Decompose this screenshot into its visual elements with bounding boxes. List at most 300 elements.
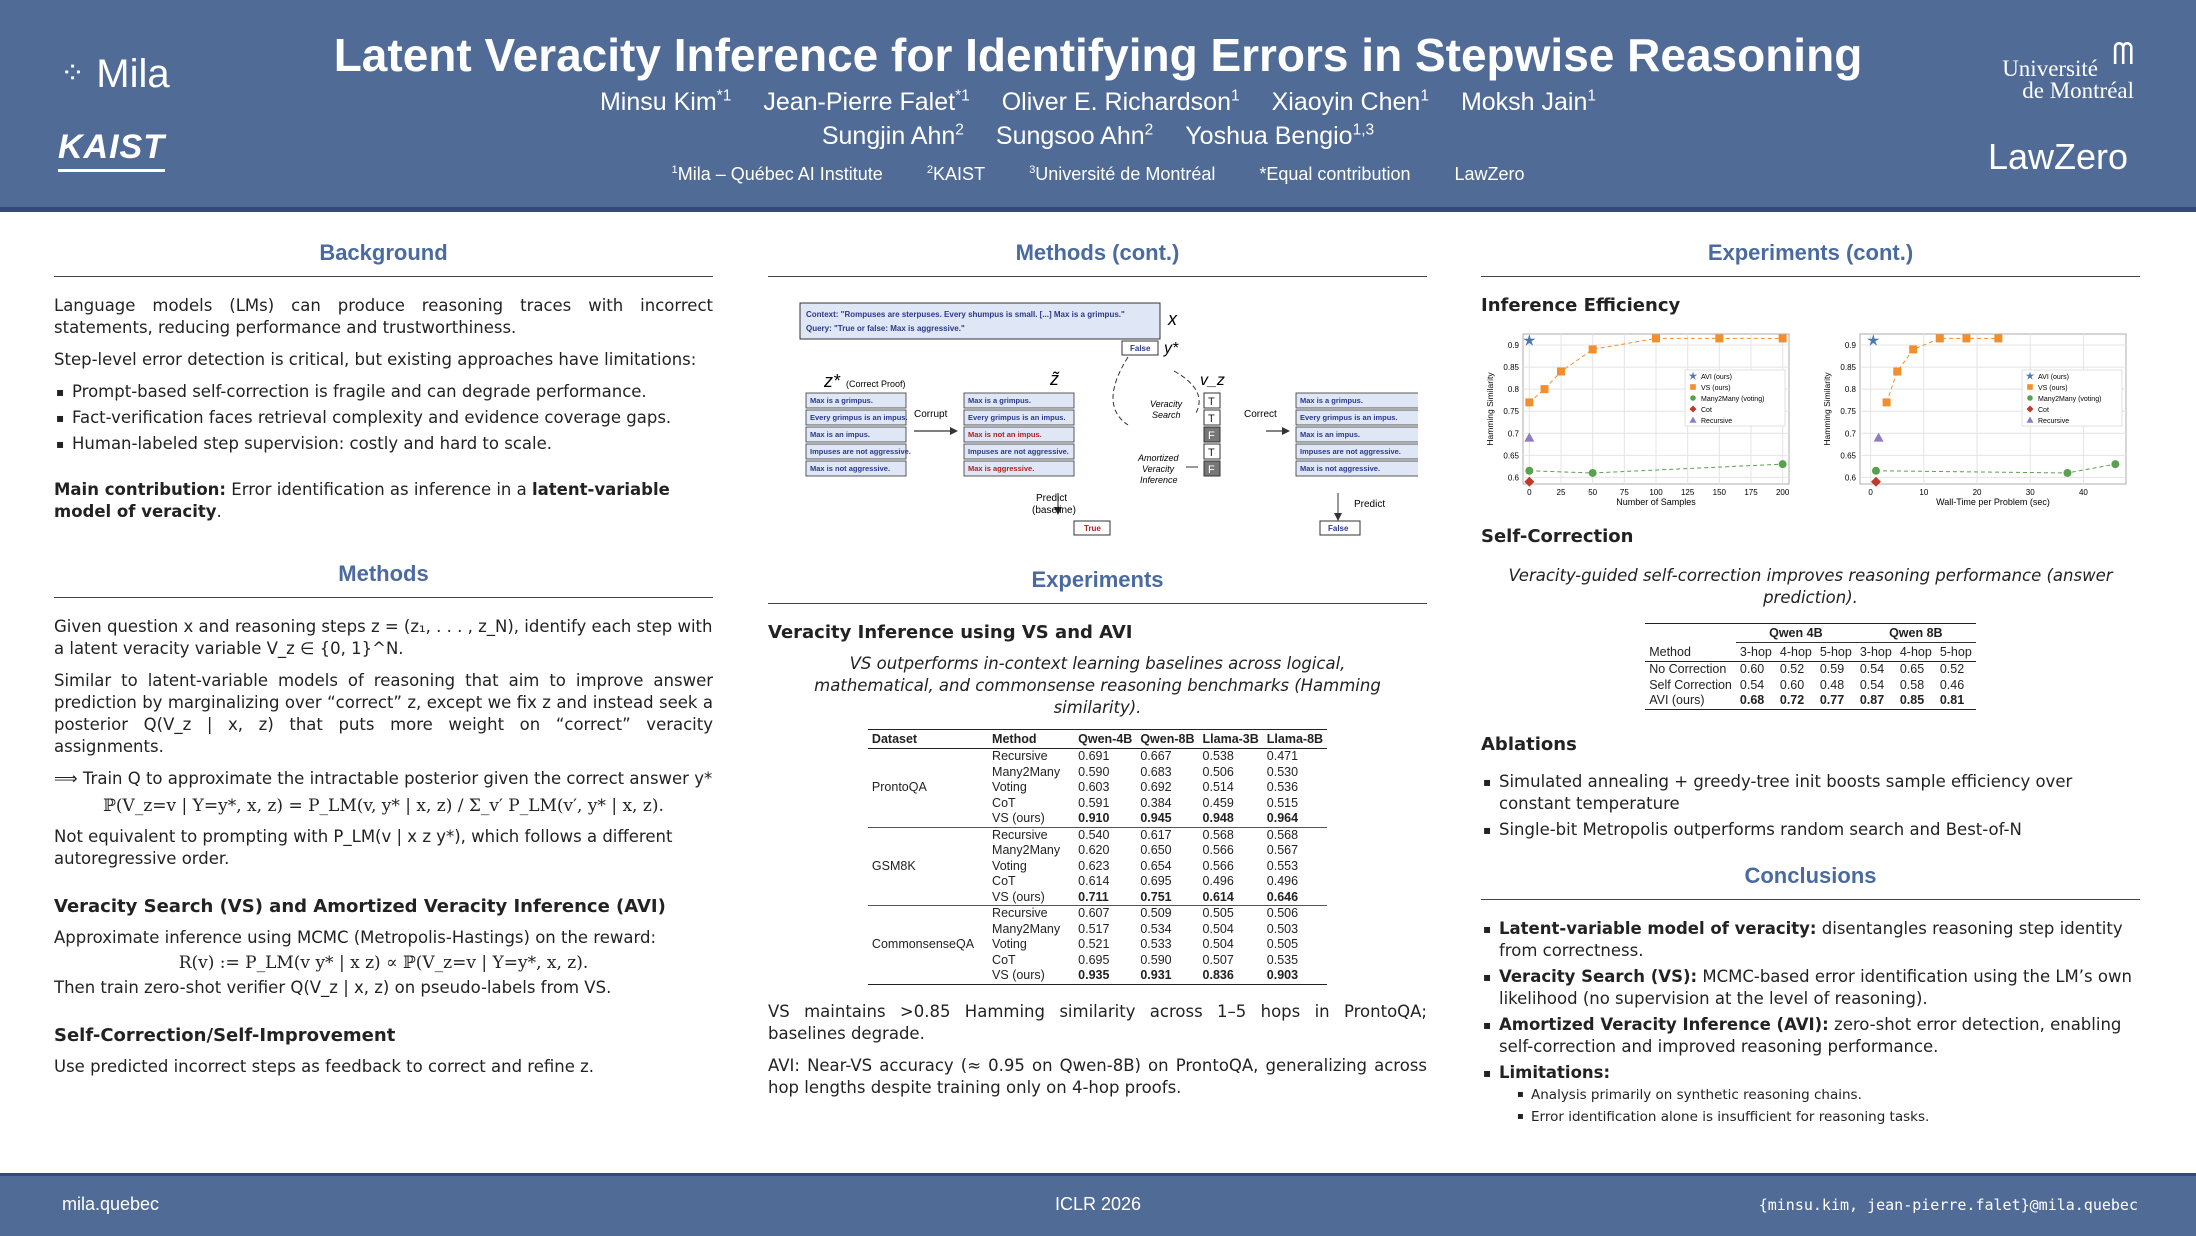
fig-avi-line3: Inference <box>1139 475 1178 485</box>
data-point <box>1936 334 1944 342</box>
veracity-letter: F <box>1207 464 1215 476</box>
footer-venue: ICLR 2026 <box>1054 1194 1142 1214</box>
value-cell: 0.534 <box>1140 921 1172 936</box>
step-text: Every grimpus is an impus. <box>1299 413 1398 422</box>
method-cell: CoT <box>992 874 1016 888</box>
fig-correct-label: Correct <box>1243 409 1277 420</box>
posterior-equation: ℙ(V_z=v | Y=y*, x, z) = P_LM(v, y* | x, z) / Σ_v′ P_LM(v′, y* | x, z). <box>103 796 664 816</box>
method-cell: Many2Many <box>992 921 1061 936</box>
self-correction-caption: Veracity-guided self-correction improves reasoning performance (answer prediction). <box>1508 566 2113 607</box>
section-heading-methods-cont: Methods (cont.) <box>768 240 1427 277</box>
table-row <box>868 827 1327 843</box>
dataset-cell: ProntoQA <box>871 780 927 794</box>
value-cell: 0.72 <box>1779 693 1805 707</box>
method-cell: VS (ours) <box>992 889 1045 904</box>
method-cell: Recursive <box>992 827 1048 842</box>
author: Xiaoyin Chen$^1$ <box>1271 88 1429 117</box>
value-cell: 0.751 <box>1140 889 1172 904</box>
subheading-inference-efficiency: Inference Efficiency <box>1481 295 1681 316</box>
author: Oliver E. Richardson$^1$ <box>1001 88 1240 117</box>
paragraph: Similar to latent-variable models of reasoning that aim to improve answer prediction by marginalizing over “correct” z, except we fix z and instead seek a posterior Q(V_z | x, z) that puts more weight on “correct” veracity assignments. <box>54 671 713 756</box>
y-tick-label: 0.9 <box>1844 341 1856 351</box>
col-header: Qwen-4B <box>1078 732 1133 746</box>
step-text: Max is an impus. <box>1299 430 1360 439</box>
limitations-sublist <box>1517 1086 2140 1126</box>
step-text: Impuses are not aggressive. <box>1299 447 1401 456</box>
veracity-letter: T <box>1207 447 1215 459</box>
col-header: 3-hop <box>1859 645 1892 659</box>
value-cell: 0.509 <box>1140 906 1172 920</box>
table-row <box>1645 693 1976 709</box>
kaist-logo: KAIST <box>58 128 165 172</box>
fig-query: Query: "True or false: Max is aggressive." <box>805 324 965 333</box>
udem-emblem-icon: ᗰ <box>2112 38 2134 71</box>
legend-label: AVI (ours) <box>1701 374 1732 381</box>
y-tick-label: 0.6 <box>1844 473 1856 483</box>
value-cell: 0.54 <box>1859 662 1885 676</box>
value-cell: 0.60 <box>1779 677 1805 692</box>
value-cell: 0.650 <box>1140 843 1172 857</box>
value-cell: 0.910 <box>1078 811 1110 825</box>
step-text: Every grimpus is an impus. <box>967 413 1066 422</box>
method-figure <box>778 295 1418 547</box>
y-tick-label: 0.75 <box>1503 407 1519 417</box>
paragraph: Use predicted incorrect steps as feedback to correct and refine z. <box>54 1057 595 1076</box>
y-axis-label: Hamming Similarity <box>1822 372 1832 446</box>
x-axis-label: Number of Samples <box>1616 497 1696 507</box>
method-cell: CoT <box>992 952 1016 967</box>
paragraph: ⟹ Train Q to approximate the intractable posterior given the correct answer y* <box>54 769 713 788</box>
step-text: Impuses are not aggressive. <box>809 447 911 456</box>
legend-marker <box>2027 395 2033 401</box>
value-cell: 0.620 <box>1078 843 1110 857</box>
col-header: Method <box>1649 644 1691 659</box>
value-cell: 0.530 <box>1266 764 1299 779</box>
y-tick-label: 0.7 <box>1844 429 1856 439</box>
data-point <box>1541 385 1549 393</box>
value-cell: 0.85 <box>1899 693 1925 707</box>
zstar-steps <box>806 393 911 476</box>
affiliation: $^1$Mila – Québec AI Institute <box>671 164 883 184</box>
value-cell: 0.646 <box>1266 889 1299 904</box>
footer-url[interactable]: mila.quebec <box>62 1194 160 1214</box>
value-cell: 0.535 <box>1266 952 1299 967</box>
list-item: ▪ Single-bit Metropolis outperforms random search and Best-of-N <box>1481 819 2140 841</box>
list-item: ▪ Analysis primarily on synthetic reasoning chains. <box>1517 1086 2140 1104</box>
section-heading-conclusions: Conclusions <box>1481 863 2140 900</box>
data-point <box>1589 469 1597 477</box>
y-tick-label: 0.65 <box>1840 451 1856 461</box>
section-heading-experiments-cont: Experiments (cont.) <box>1481 240 2140 277</box>
column-right <box>1481 240 2140 1136</box>
limitations-list <box>54 381 713 455</box>
veracity-letter: F <box>1207 430 1215 442</box>
method-cell: No Correction <box>1649 662 1727 676</box>
fig-zstar-label: z* <box>823 371 840 391</box>
list-item: ▪ Veracity Search (VS): MCMC-based error identification using the LM’s own likelihood (no supervision at the level of reasoning). <box>1481 966 2140 1010</box>
value-cell: 0.507 <box>1202 952 1234 967</box>
x-tick-label: 175 <box>1744 488 1758 497</box>
value-cell: 0.590 <box>1078 764 1110 779</box>
value-cell: 0.504 <box>1202 937 1234 951</box>
section-heading-background: Background <box>54 240 713 277</box>
group-header: Qwen 8B <box>1856 624 1976 643</box>
method-cell: VS (ours) <box>992 968 1045 982</box>
table-row <box>868 906 1327 922</box>
value-cell: 0.566 <box>1202 843 1234 857</box>
fig-zstar-note: (Correct Proof) <box>845 379 906 389</box>
method-cell: Recursive <box>992 749 1048 763</box>
dataset-cell: GSM8K <box>871 858 916 873</box>
chart-samples <box>1481 326 1803 514</box>
value-cell: 0.695 <box>1078 952 1110 967</box>
value-cell: 0.692 <box>1140 780 1172 794</box>
subheading-vs-avi: Veracity Search (VS) and Amortized Veracity Inference (AVI) <box>54 896 666 917</box>
list-item: ▪ Amortized Veracity Inference (AVI): zero-shot error detection, enabling self-correction and improved reasoning performance. <box>1481 1014 2140 1058</box>
value-cell: 0.590 <box>1140 952 1172 967</box>
step-text: Every grimpus is an impus. <box>809 413 908 422</box>
table-caption: VS outperforms in-context learning baselines across logical, mathematical, and commonsense reasoning benchmarks (Hamming similarity). <box>814 654 1381 717</box>
col-header: Qwen-8B <box>1140 732 1195 746</box>
data-point <box>1883 398 1891 406</box>
footer-emails[interactable]: {minsu.kim, jean-pierre.falet}@mila.quebec <box>1758 1196 2138 1214</box>
value-cell: 0.506 <box>1266 906 1299 920</box>
value-cell: 0.54 <box>1739 677 1765 692</box>
paragraph: Language models (LMs) can produce reasoning traces with incorrect statements, reducing performance and trustworthiness. <box>54 296 713 337</box>
value-cell: 0.538 <box>1202 749 1234 763</box>
mila-dots-icon: ⁘ <box>60 57 86 90</box>
value-cell: 0.691 <box>1078 749 1110 763</box>
fig-vz-label: v_z <box>1199 372 1225 389</box>
column-left <box>54 240 713 1088</box>
value-cell: 0.60 <box>1739 662 1765 676</box>
value-cell: 0.384 <box>1140 795 1172 810</box>
value-cell: 0.617 <box>1140 827 1172 842</box>
value-cell: 0.521 <box>1078 937 1110 951</box>
veracity-labels <box>1204 393 1220 476</box>
method-cell: Voting <box>992 780 1027 794</box>
x-tick-label: 75 <box>1619 488 1629 497</box>
data-point <box>1715 334 1723 342</box>
header-divider <box>0 207 2196 212</box>
x-tick-label: 20 <box>1972 488 1982 497</box>
table-row <box>868 749 1327 765</box>
author: Yoshua Bengio$^{1,3}$ <box>1185 122 1375 151</box>
affiliation: LawZero <box>1454 164 1525 184</box>
authors-row-1 <box>0 88 2196 117</box>
affiliation: $^2$KAIST <box>926 164 986 184</box>
paragraph: VS maintains >0.85 Hamming similarity across 1–5 hops in ProntoQA; baselines degrade. <box>768 1001 1427 1043</box>
legend-marker <box>1690 395 1696 401</box>
list-item: ▪ Prompt-based self-correction is fragile and can degrade performance. <box>54 381 713 403</box>
value-cell: 0.59 <box>1819 662 1845 676</box>
author: Sungsoo Ahn$^2$ <box>995 122 1154 151</box>
step-text: Max is aggressive. <box>967 464 1034 473</box>
step-text: Impuses are not aggressive. <box>967 447 1069 456</box>
fig-corrupt-label: Corrupt <box>913 409 947 420</box>
value-cell: 0.81 <box>1939 693 1965 707</box>
data-point <box>1525 398 1533 406</box>
fig-x-label: x <box>1167 309 1177 329</box>
value-cell: 0.614 <box>1202 889 1234 904</box>
method-cell: Self Correction <box>1649 677 1732 692</box>
data-point <box>1589 345 1597 353</box>
value-cell: 0.506 <box>1202 764 1234 779</box>
section-heading-experiments: Experiments <box>768 567 1427 604</box>
value-cell: 0.667 <box>1140 749 1172 763</box>
fig-predict-label: Predict <box>1353 499 1385 510</box>
value-cell: 0.517 <box>1078 921 1110 936</box>
col-header: 5-hop <box>1939 645 1972 659</box>
affiliations <box>0 164 2196 185</box>
paragraph: AVI: Near-VS accuracy (≈ 0.95 on Qwen-8B) on ProntoQA, generalizing across hop lengths despite training only on 4-hop proofs. <box>768 1055 1427 1097</box>
legend-marker <box>1690 384 1696 390</box>
author: Moksh Jain$^1$ <box>1460 88 1597 117</box>
value-cell: 0.536 <box>1266 780 1299 794</box>
data-point <box>1779 460 1787 468</box>
value-cell: 0.65 <box>1899 662 1925 676</box>
value-cell: 0.964 <box>1266 811 1299 825</box>
x-axis-label: Wall-Time per Problem (sec) <box>1936 497 2050 507</box>
data-point <box>1893 368 1901 376</box>
fig-false-box: False <box>1129 344 1150 353</box>
data-point <box>1962 334 1970 342</box>
value-cell: 0.505 <box>1202 906 1234 920</box>
poster-footer <box>0 1176 2196 1236</box>
value-cell: 0.683 <box>1140 764 1172 779</box>
column-middle <box>768 240 1427 1109</box>
subheading-ablations: Ablations <box>1481 733 1577 755</box>
data-point <box>1525 467 1533 475</box>
fig-vs-line2: Search <box>1151 410 1181 420</box>
fig-ztilde-label: z̃ <box>1049 369 1059 389</box>
legend-label: Recursive <box>2038 418 2070 425</box>
list-item: ▪ Latent-variable model of veracity: disentangles reasoning step identity from correctness. <box>1481 918 2140 962</box>
col-header: Llama-8B <box>1266 732 1324 746</box>
value-cell: 0.68 <box>1739 693 1765 707</box>
list-item: ▪ Limitations: ▪ Analysis primarily on synthetic reasoning chains. ▪ Error identification alone is insufficient for reasoning tasks. <box>1481 1062 2140 1126</box>
value-cell: 0.945 <box>1140 811 1172 825</box>
value-cell: 0.614 <box>1078 874 1110 888</box>
step-text: Max is an impus. <box>809 430 870 439</box>
value-cell: 0.54 <box>1859 677 1885 692</box>
list-item: ▪ Human-labeled step supervision: costly and hard to scale. <box>54 433 713 455</box>
veracity-letter: T <box>1207 396 1215 408</box>
method-cell: Recursive <box>992 906 1048 920</box>
affiliation: $^3$Université de Montréal <box>1029 164 1216 184</box>
value-cell: 0.931 <box>1140 968 1172 982</box>
y-tick-label: 0.8 <box>1844 385 1856 395</box>
paragraph: Step-level error detection is critical, but existing approaches have limitations: <box>54 350 697 369</box>
lawzero-logo: LawZero <box>1988 136 2129 177</box>
value-cell: 0.496 <box>1202 874 1234 888</box>
ablations-list <box>1481 771 2140 841</box>
method-cell: Voting <box>992 858 1027 873</box>
x-tick-label: 50 <box>1588 488 1598 497</box>
self-correction-table <box>1645 623 1976 710</box>
x-tick-label: 0 <box>1527 488 1532 497</box>
results-table <box>868 729 1327 985</box>
affiliation: *Equal contribution <box>1259 164 1411 184</box>
value-cell: 0.540 <box>1078 827 1110 842</box>
value-cell: 0.623 <box>1078 858 1110 873</box>
y-tick-label: 0.9 <box>1507 341 1519 351</box>
mila-logo: ⁘ Mila <box>60 52 170 96</box>
value-cell: 0.87 <box>1859 693 1885 707</box>
data-point <box>1994 334 2002 342</box>
value-cell: 0.48 <box>1819 677 1845 692</box>
value-cell: 0.496 <box>1266 874 1299 888</box>
value-cell: 0.553 <box>1266 858 1299 873</box>
fig-predict-baseline-1: Predict <box>1035 493 1067 504</box>
value-cell: 0.935 <box>1078 968 1110 982</box>
y-tick-label: 0.85 <box>1503 363 1519 373</box>
ztilde-steps <box>964 393 1074 476</box>
step-text: Max is not aggressive. <box>809 464 890 473</box>
poster-title: Latent Veracity Inference for Identifying Errors in Stepwise Reasoning <box>333 29 1863 81</box>
legend-label: Many2Many (voting) <box>2038 396 2102 403</box>
value-cell: 0.568 <box>1266 827 1299 842</box>
col-header: 4-hop <box>1779 645 1812 659</box>
method-cell: Many2Many <box>992 764 1061 779</box>
legend-label: Cot <box>1701 407 1712 414</box>
paragraph: Then train zero-shot verifier Q(V_z | x, z) on pseudo-labels from VS. <box>54 978 612 997</box>
col-header: 5-hop <box>1819 645 1852 659</box>
x-tick-label: 0 <box>1868 488 1873 497</box>
col-header: 4-hop <box>1899 645 1932 659</box>
data-point <box>1557 368 1565 376</box>
fig-false-box-2: False <box>1327 524 1348 533</box>
author: Sungjin Ahn$^2$ <box>821 122 964 151</box>
value-cell: 0.568 <box>1202 827 1234 842</box>
value-cell: 0.52 <box>1779 662 1805 676</box>
paragraph: Not equivalent to prompting with P_LM(v | x z y*), which follows a different autoregressive order. <box>54 827 673 868</box>
value-cell: 0.603 <box>1078 780 1110 794</box>
step-text: Max is not aggressive. <box>1299 464 1380 473</box>
col-header: Dataset <box>871 732 918 746</box>
veracity-letter: T <box>1207 413 1215 425</box>
x-tick-label: 40 <box>2078 488 2088 497</box>
y-tick-label: 0.8 <box>1507 385 1519 395</box>
table-row <box>1645 662 1976 678</box>
fig-vs-line1: Veracity <box>1149 399 1182 409</box>
data-point <box>1779 334 1787 342</box>
fig-avi-line1: Amortized <box>1137 453 1179 463</box>
conclusions-list <box>1481 918 2140 1126</box>
x-tick-label: 10 <box>1919 488 1929 497</box>
value-cell: 0.504 <box>1202 921 1234 936</box>
x-tick-label: 25 <box>1556 488 1566 497</box>
fig-true-box: True <box>1083 524 1101 533</box>
legend-label: Cot <box>2038 407 2049 414</box>
chart-walltime <box>1818 326 2140 514</box>
value-cell: 0.567 <box>1266 843 1299 857</box>
col-header: Llama-3B <box>1202 732 1259 746</box>
legend-label: VS (ours) <box>2038 385 2068 392</box>
fig-context: Context: "Rompuses are sterpuses. Every shumpus is small. [...] Max is a grimpus." <box>805 310 1125 319</box>
subheading-self-correction: Self-Correction/Self-Improvement <box>54 1025 396 1046</box>
paragraph: Approximate inference using MCMC (Metropolis-Hastings) on the reward: <box>54 928 657 947</box>
y-tick-label: 0.7 <box>1507 429 1519 439</box>
data-point <box>1652 334 1660 342</box>
value-cell: 0.695 <box>1140 874 1172 888</box>
reward-equation: R(v) := P_LM(v y* | x z) ∝ ℙ(V_z=v | Y=y*, x, z). <box>178 953 589 973</box>
step-text: Max is a grimpus. <box>1299 396 1363 405</box>
method-cell: AVI (ours) <box>1649 693 1705 707</box>
y-axis-label: Hamming Similarity <box>1485 372 1495 446</box>
legend-label: Recursive <box>1701 418 1733 425</box>
value-cell: 0.836 <box>1202 968 1234 982</box>
x-tick-label: 125 <box>1680 488 1695 497</box>
paragraph: Given question x and reasoning steps z = (z₁, . . . , z_N), identify each step with a latent veracity variable V_z ∈ {0, 1}^N. <box>54 617 713 658</box>
fig-avi-line2: Veracity <box>1141 464 1174 474</box>
step-text: Max is not an impus. <box>967 430 1042 439</box>
method-cell: Voting <box>992 937 1027 951</box>
method-cell: Many2Many <box>992 843 1061 857</box>
value-cell: 0.566 <box>1202 858 1234 873</box>
step-text: Max is a grimpus. <box>809 396 873 405</box>
legend-label: AVI (ours) <box>2038 374 2069 381</box>
udem-logo: Université de Montréal ᗰ <box>2002 38 2134 103</box>
value-cell: 0.503 <box>1266 921 1299 936</box>
value-cell: 0.515 <box>1266 795 1299 810</box>
value-cell: 0.711 <box>1078 889 1109 904</box>
data-point <box>1909 345 1917 353</box>
legend-label: Many2Many (voting) <box>1701 396 1765 403</box>
x-tick-label: 30 <box>2025 488 2035 497</box>
y-tick-label: 0.75 <box>1840 407 1856 417</box>
efficiency-charts <box>1481 326 2140 514</box>
value-cell: 0.948 <box>1202 811 1234 825</box>
x-tick-label: 200 <box>1775 488 1790 497</box>
step-text: Max is a grimpus. <box>967 396 1031 405</box>
value-cell: 0.459 <box>1202 795 1234 810</box>
dataset-cell: CommonsenseQA <box>871 937 975 951</box>
value-cell: 0.533 <box>1140 937 1172 951</box>
value-cell: 0.654 <box>1140 858 1172 873</box>
value-cell: 0.77 <box>1819 693 1845 707</box>
method-cell: CoT <box>992 795 1016 810</box>
y-tick-label: 0.6 <box>1507 473 1519 483</box>
col-header: Method <box>992 732 1037 746</box>
x-tick-label: 100 <box>1649 488 1663 497</box>
value-cell: 0.903 <box>1266 968 1299 982</box>
author: Minsu Kim$^{*1}$ <box>599 88 732 117</box>
data-point <box>1872 467 1880 475</box>
legend-label: VS (ours) <box>1701 385 1731 392</box>
list-item: ▪ Fact-verification faces retrieval complexity and evidence coverage gaps. <box>54 407 713 429</box>
group-header: Qwen 4B <box>1736 624 1856 643</box>
subheading-veracity-inference: Veracity Inference using VS and AVI <box>768 622 1133 643</box>
authors-row-2 <box>0 122 2196 151</box>
y-tick-label: 0.65 <box>1503 451 1519 461</box>
table-row <box>1645 678 1976 694</box>
fig-predict-baseline-2: (baseline) <box>1031 505 1076 516</box>
value-cell: 0.46 <box>1939 677 1965 692</box>
legend-marker <box>2027 384 2033 390</box>
value-cell: 0.591 <box>1078 795 1110 810</box>
list-item: ▪ Simulated annealing + greedy-tree init boosts sample efficiency over constant temperature <box>1481 771 2140 815</box>
value-cell: 0.58 <box>1899 677 1925 692</box>
main-contribution: Main contribution: Error identification as inference in a latent-variable model of veracity. <box>54 480 670 521</box>
value-cell: 0.607 <box>1078 906 1110 920</box>
col-header: 3-hop <box>1739 645 1772 659</box>
fig-ystar-label: y* <box>1163 340 1178 357</box>
author: Jean-Pierre Falet$^{*1}$ <box>763 88 970 117</box>
method-cell: VS (ours) <box>992 811 1045 825</box>
value-cell: 0.471 <box>1266 749 1299 763</box>
poster-header <box>0 0 2196 208</box>
